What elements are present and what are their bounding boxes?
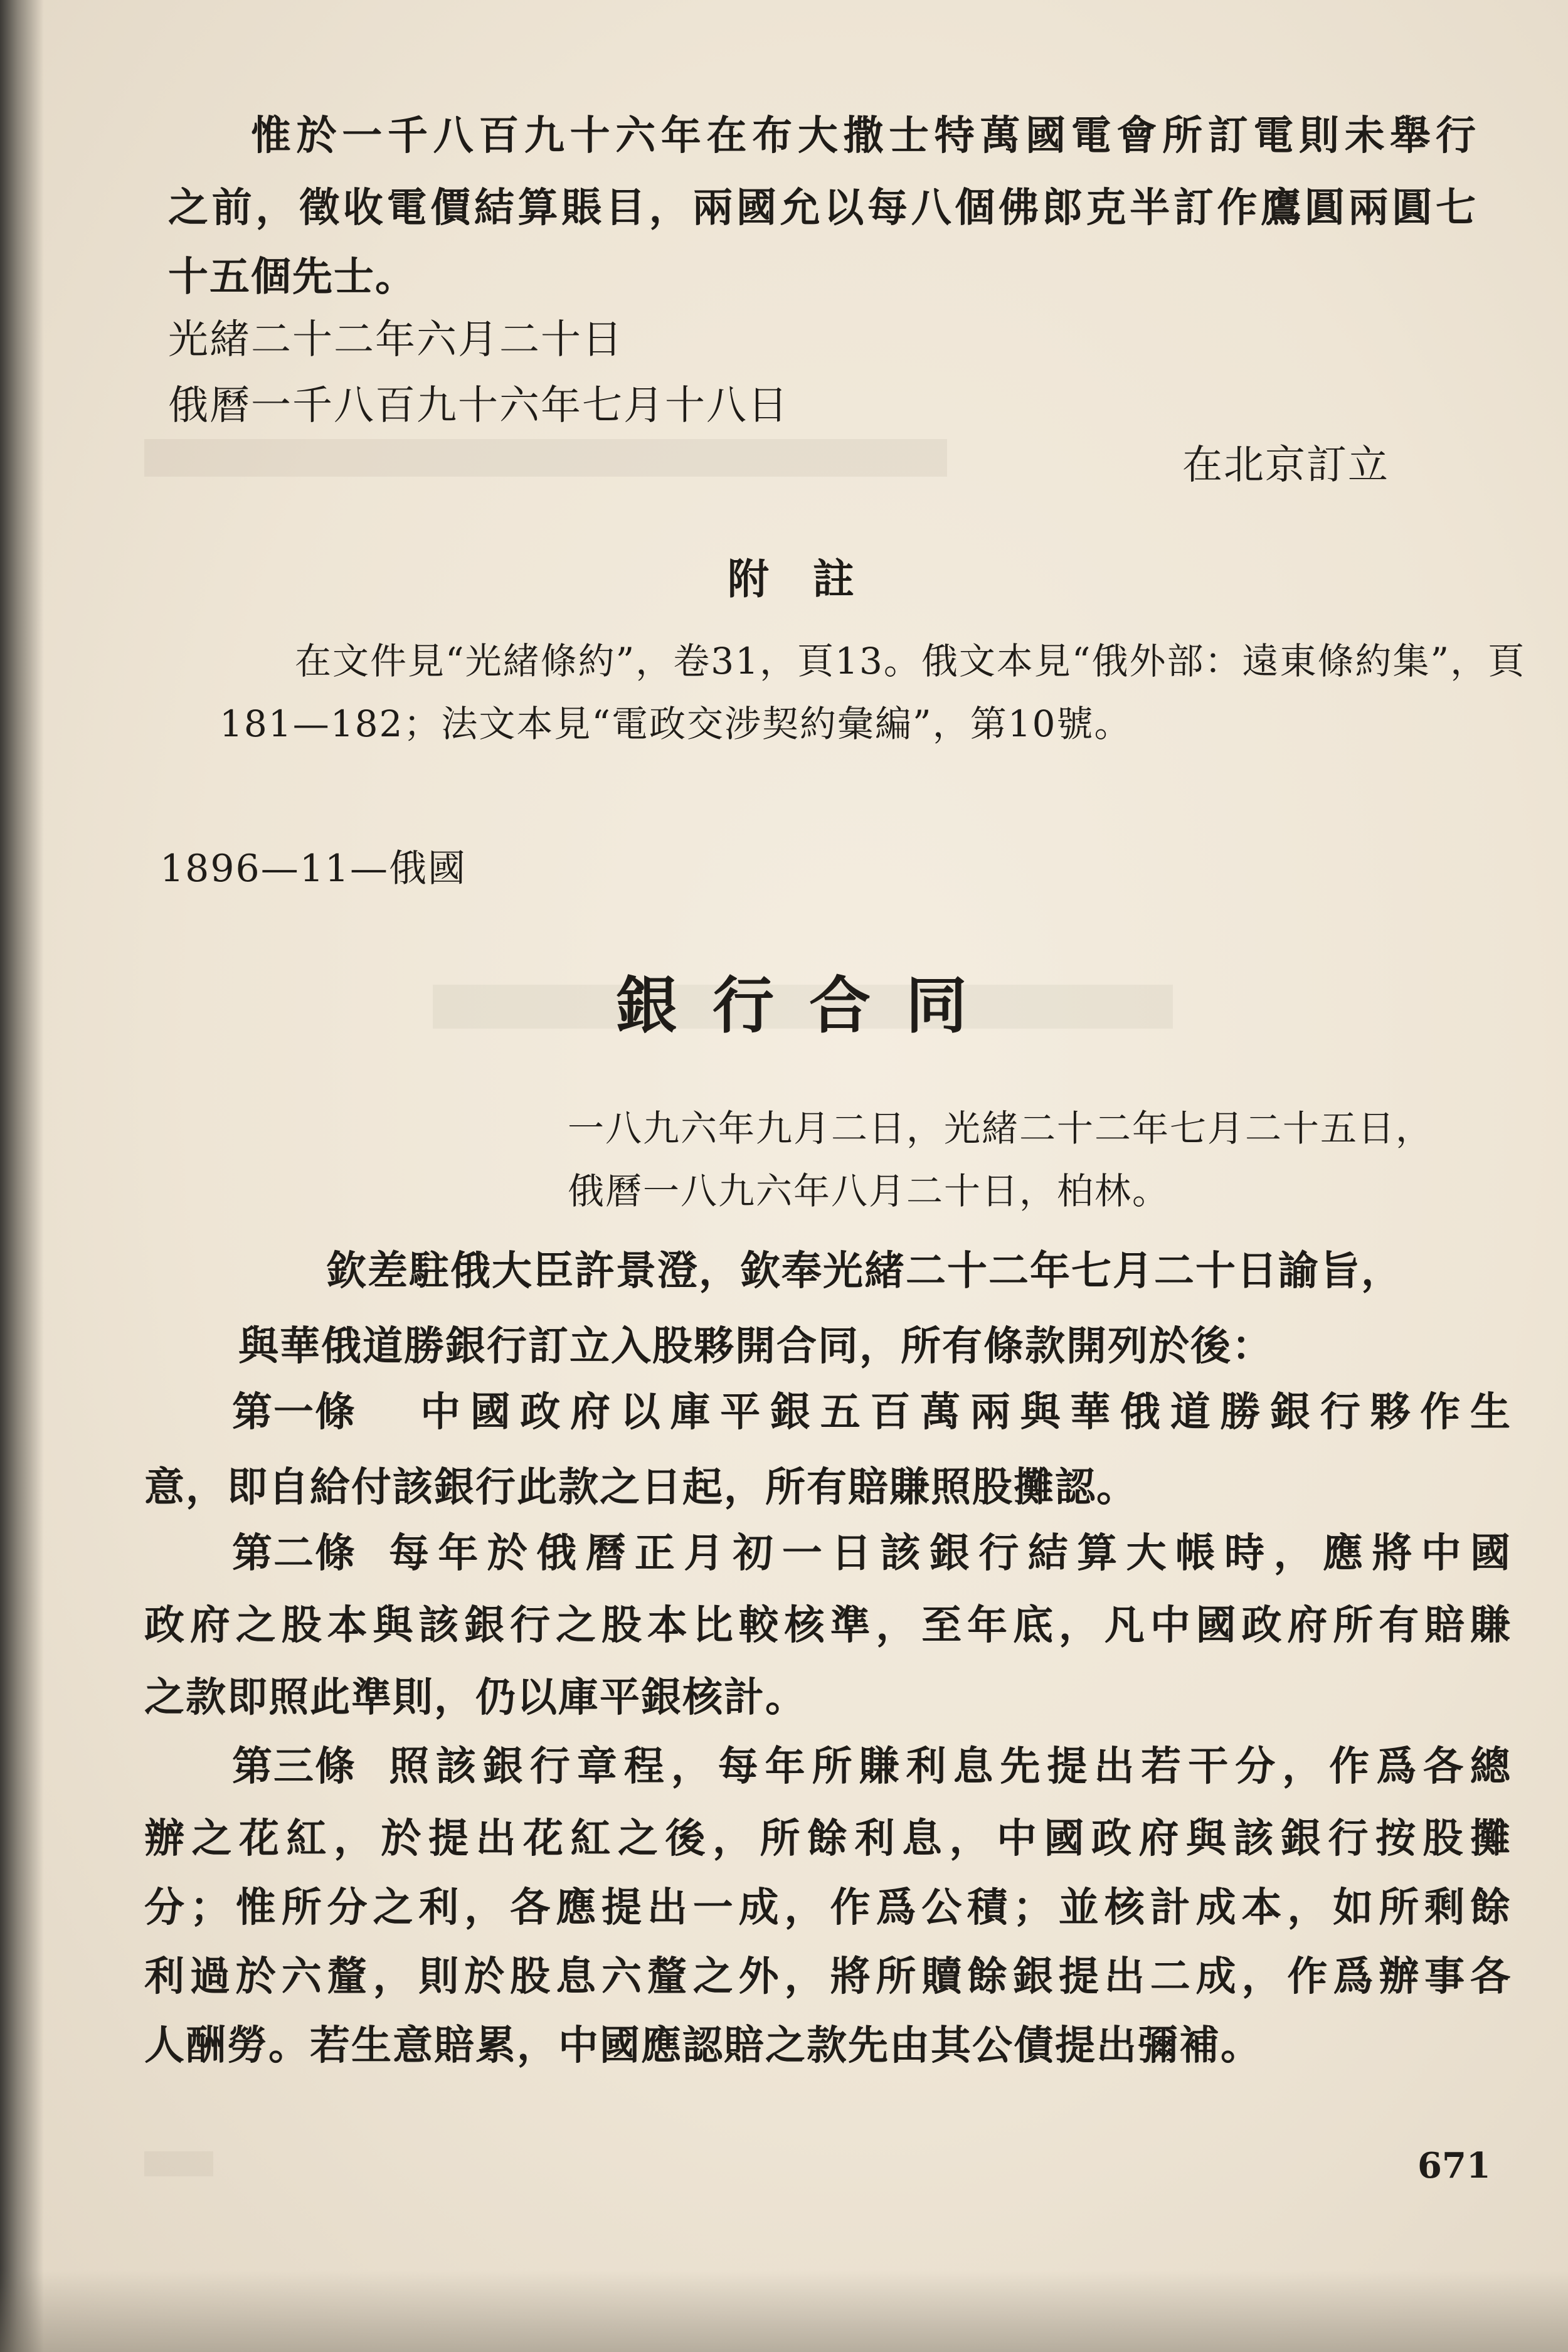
- article-3-line-5: 人酬勞。若生意賠累，中國應認賠之款先由其公債提出彌補。: [144, 2022, 1262, 2069]
- prev-paragraph-line-1: 惟於一千八百九十六年在布大撒士特萬國電會所訂電則未舉行: [251, 112, 1477, 159]
- section-header: 1896—11—俄國: [160, 847, 467, 891]
- notes-heading: 附 註: [728, 554, 856, 603]
- article-2-line-3: 之款即照此準則，仍以庫平銀核計。: [144, 1674, 807, 1721]
- show-through-block: [144, 2151, 213, 2176]
- signing-date-chinese: 光緒二十二年六月二十日: [168, 317, 623, 363]
- notes-text-line-2: 181—182；法文本見“電政交涉契約彙編”，第10號。: [220, 702, 1132, 745]
- article-2-line-1: 每年於俄曆正月初一日該銀行結算大帳時，應將中國: [389, 1530, 1512, 1577]
- show-through-block: [144, 439, 947, 477]
- article-1-label: 第一條: [232, 1389, 356, 1436]
- notes-text-line-1: 在文件見“光緒條約”，卷31，頁13。俄文本見“俄外部：遠東條約集”，頁: [295, 640, 1526, 682]
- article-1-line-2: 意，即自給付該銀行此款之日起，所有賠賺照股攤認。: [144, 1464, 1138, 1511]
- page-number: 671: [1417, 2145, 1491, 2186]
- book-spine-shadow: [0, 0, 44, 2352]
- signing-place: 在北京訂立: [1182, 442, 1389, 489]
- article-3-line-3: 分；惟所分之利，各應提出一成，作爲公積；並核計成本，如所剩餘: [144, 1884, 1512, 1931]
- article-3-line-4: 利過於六釐，則於股息六釐之外，將所贖餘銀提出二成，作爲辦事各: [144, 1953, 1512, 2000]
- preamble-line-1: 欽差駐俄大臣許景澄，欽奉光緒二十二年七月二十日諭旨，: [326, 1248, 1402, 1295]
- article-2-label: 第二條: [232, 1530, 356, 1577]
- article-3-line-2: 辦之花紅，於提出花紅之後，所餘利息，中國政府與該銀行按股攤: [144, 1815, 1512, 1862]
- preamble-line-2: 與華俄道勝銀行訂立入股夥開合同，所有條款開列於後：: [238, 1323, 1273, 1370]
- article-3-label: 第三條: [232, 1743, 356, 1790]
- subtitle-dates-line-1: 一八九六年九月二日，光緒二十二年七月二十五日，: [568, 1107, 1434, 1150]
- prev-paragraph-line-2: 之前，徵收電價結算賬目，兩國允以每八個佛郎克半訂作鷹圓兩圓七: [168, 184, 1477, 231]
- show-through-line: [389, 251, 1468, 287]
- article-1-line-1: 中國政府以庫平銀五百萬兩與華俄道勝銀行夥作生: [420, 1389, 1512, 1436]
- document-title: 銀行合同: [615, 970, 1002, 1042]
- article-2-line-2: 政府之股本與該銀行之股本比較核準，至年底，凡中國政府所有賠賺: [144, 1602, 1512, 1649]
- prev-paragraph-line-3: 十五個先士。: [168, 253, 416, 300]
- subtitle-dates-line-2: 俄曆一八九六年八月二十日，柏林。: [568, 1170, 1170, 1212]
- signing-date-russian: 俄曆一千八百九十六年七月十八日: [168, 383, 789, 429]
- page-bottom-shadow: [0, 2270, 1568, 2352]
- article-3-line-1: 照該銀行章程，每年所賺利息先提出若干分，作爲各總: [389, 1743, 1512, 1790]
